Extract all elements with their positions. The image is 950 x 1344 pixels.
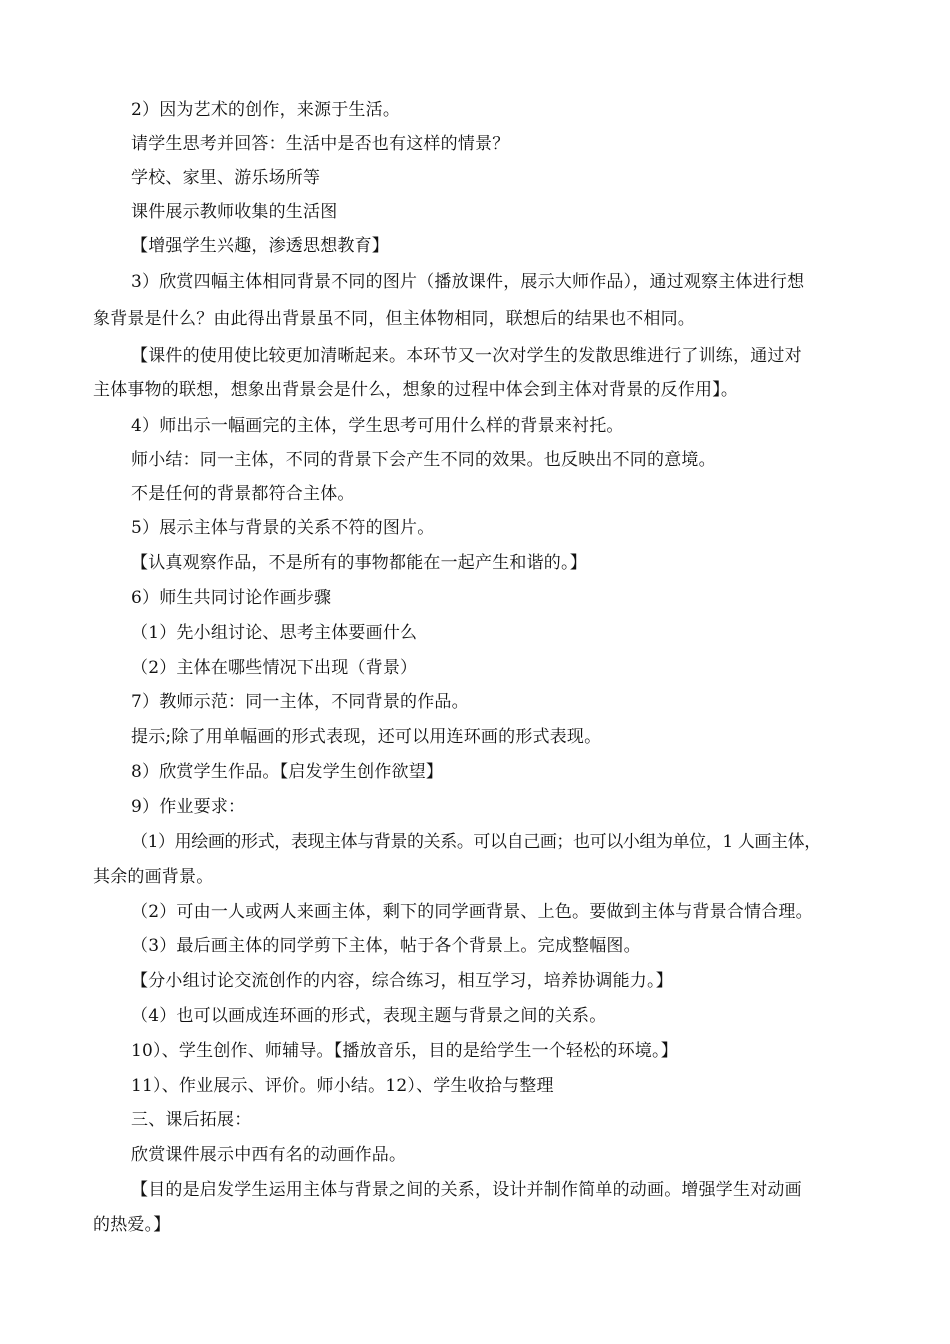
text-line: （4）也可以画成连环画的形式，表现主题与背景之间的关系。 bbox=[131, 1006, 607, 1026]
text-line: （2）可由一人或两人来画主体，剩下的同学画背景、上色。要做到主体与背景合情合理。 bbox=[131, 902, 813, 922]
text-line: （2）主体在哪些情况下出现（背景） bbox=[131, 658, 418, 678]
text-line: 课件展示教师收集的生活图 bbox=[131, 202, 338, 222]
text-line: 主体事物的联想，想象出背景会是什么，想象的过程中体会到主体对背景的反作用】。 bbox=[93, 380, 739, 400]
text-line: （1）先小组讨论、思考主体要画什么 bbox=[131, 623, 418, 643]
text-line: 3）欣赏四幅主体相同背景不同的图片（播放课件，展示大师作品），通过观察主体进行想 bbox=[131, 272, 805, 292]
text-line: 5）展示主体与背景的关系不符的图片。 bbox=[131, 518, 435, 538]
text-line: 师小结：同一主体，不同的背景下会产生不同的效果。也反映出不同的意境。 bbox=[131, 450, 716, 470]
text-line: 提示;除了用单幅画的形式表现，还可以用连环画的形式表现。 bbox=[131, 727, 602, 747]
text-line: 【目的是启发学生运用主体与背景之间的关系，设计并制作简单的动画。增强学生对动画 bbox=[131, 1180, 802, 1200]
text-line: 象背景是什么？由此得出背景虽不同，但主体物相同，联想后的结果也不相同。 bbox=[93, 309, 695, 329]
text-line: 欣赏课件展示中西有名的动画作品。 bbox=[131, 1145, 407, 1165]
text-line: 不是任何的背景都符合主体。 bbox=[131, 484, 355, 504]
text-line: 2）因为艺术的创作，来源于生活。 bbox=[131, 100, 401, 120]
text-line: 学校、家里、游乐场所等 bbox=[131, 168, 321, 188]
text-line: 6）师生共同讨论作画步骤 bbox=[131, 588, 332, 608]
text-line: 其余的画背景。 bbox=[93, 867, 214, 887]
text-line: 【分小组讨论交流创作的内容，综合练习，相互学习，培养协调能力。】 bbox=[131, 971, 673, 991]
text-line: 请学生思考并回答：生活中是否也有这样的情景？ bbox=[131, 134, 510, 154]
text-line: 三、课后拓展： bbox=[131, 1110, 252, 1130]
text-line: 10）、学生创作、师辅导。【播放音乐，目的是给学生一个轻松的环境。】 bbox=[131, 1041, 678, 1061]
text-line: （3）最后画主体的同学剪下主体，帖于各个背景上。完成整幅图。 bbox=[131, 936, 641, 956]
text-line: （1）用绘画的形式，表现主体与背景的关系。可以自己画；也可以小组为单位，1 人画主体， bbox=[131, 832, 821, 852]
text-line: 【增强学生兴趣，渗透思想教育】 bbox=[131, 236, 389, 256]
text-line: 【认真观察作品，不是所有的事物都能在一起产生和谐的。】 bbox=[131, 553, 587, 573]
text-line: 的热爱。】 bbox=[93, 1215, 171, 1235]
text-line: 8）欣赏学生作品。【启发学生创作欲望】 bbox=[131, 762, 444, 782]
text-line: 9）作业要求： bbox=[131, 797, 246, 817]
text-line: 7）教师示范：同一主体，不同背景的作品。 bbox=[131, 692, 469, 712]
text-line: 4）师出示一幅画完的主体，学生思考可用什么样的背景来衬托。 bbox=[131, 416, 624, 436]
text-line: 11）、作业展示、评价。师小结。12）、学生收拾与整理 bbox=[131, 1076, 554, 1096]
text-line: 【课件的使用使比较更加清晰起来。本环节又一次对学生的发散思维进行了训练，通过对 bbox=[131, 346, 802, 366]
